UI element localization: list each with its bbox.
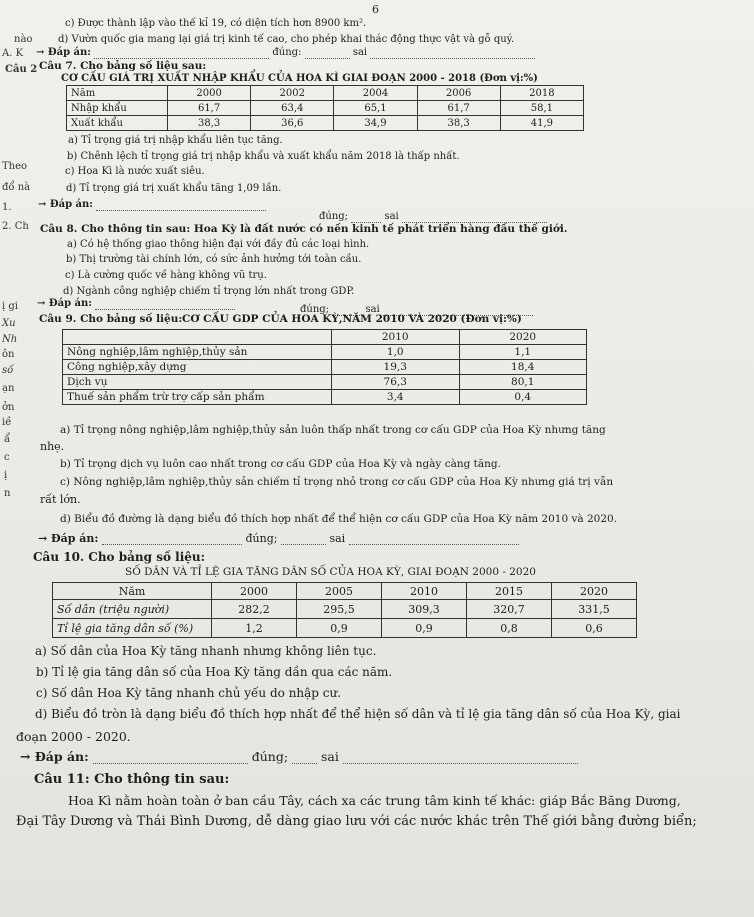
table-row [63,375,587,390]
sai-label: sai [352,47,368,58]
q10-option-b: b) Tỉ lệ gia tăng dân số của Hoa Kỳ tăng dần qua các năm. [36,665,393,679]
table-row [67,86,584,101]
answer-label: → Đáp án: [37,298,92,309]
sai-label: sai [365,304,380,315]
table-cell: 331,5 [552,600,637,619]
q7-option-a: a) Tỉ trọng giá trị nhập khẩu liên tục tăng. [68,135,283,146]
table-cell: 0,8 [467,619,552,638]
margin-fragment: số [2,365,14,376]
table-cell: 1,1 [459,345,587,360]
q9-table [62,329,587,405]
q10-option-d-cont: đoạn 2000 - 2020. [16,729,131,744]
q10-table-title: SỐ DÂN VÀ TỈ LỆ GIA TĂNG DÂN SỐ CỦA HOA KỲ, GIAI ĐOẠN 2000 - 2020 [125,566,536,578]
table-cell: 2015 [467,583,552,600]
table-cell: 2006 [417,86,500,101]
margin-fragment: ị [4,470,8,481]
q6-answer-line [36,46,535,59]
table-row [63,360,587,375]
margin-fragment: c [4,452,10,463]
table-cell: Dịch vụ [63,375,332,390]
table-row [67,101,584,116]
q9-option-c: c) Nông nghiệp,lâm nghiệp,thủy sản chiếm tỉ trọng nhỏ trong cơ cấu GDP của Hoa Kỳ nhưng giá trị vẫn [60,476,614,488]
answer-label: → Đáp án: [20,749,89,764]
sai-label: sai [384,211,399,222]
table-cell: Năm [67,86,168,101]
dung-blank[interactable] [281,534,326,545]
table-cell: Số dân (triệu người) [53,600,212,619]
q6-option-c: c) Được thành lập vào thế kỉ 19, có diện tích hơn 8900 km². [65,18,367,29]
margin-fragment: n [4,488,11,499]
table-cell: 282,2 [212,600,297,619]
dung-label: đúng: [272,47,302,58]
table-row [53,583,637,600]
table-cell: 1,0 [332,345,460,360]
q9-option-a-cont: nhẹ. [40,440,65,453]
table-cell: 2004 [334,86,417,101]
table-cell: Nông nghiệp,lâm nghiệp,thủy sản [63,345,332,360]
table-cell: 38,3 [168,116,251,131]
table-cell: 0,6 [552,619,637,638]
q8-option-b: b) Thị trường tài chính lớn, có sức ảnh hưởng tới toàn cầu. [66,254,362,265]
table-cell: 320,7 [467,600,552,619]
q8-answer-line [37,297,235,310]
table-cell: 18,4 [459,360,587,375]
sai-blank[interactable] [349,534,519,545]
q10-option-a: a) Số dân của Hoa Kỳ tăng nhanh nhưng không liên tục. [35,644,377,658]
table-cell: 61,7 [168,101,251,116]
table-row [63,390,587,405]
margin-fragment: ị gi [2,301,18,312]
margin-fragment: Theo [2,161,28,172]
margin-fragment: 2. Ch [2,221,29,232]
table-cell: 2020 [552,583,637,600]
margin-fragment: Xu [2,318,16,329]
answer-blank[interactable] [95,299,235,310]
margin-fragment: A. K [2,48,24,59]
answer-label: → Đáp án: [38,532,99,545]
table-cell: 2018 [500,86,583,101]
q11-line-2: Đại Tây Dương và Thái Bình Dương, dễ dàng giao lưu với các nước khác trên Thế giới bằng đường biển; [16,814,697,829]
table-row [67,116,584,131]
q9-option-c-cont: rất lớn. [40,493,81,506]
table-cell: 58,1 [500,101,583,116]
q10-option-c: c) Số dân Hoa Kỳ tăng nhanh chủ yếu do nhập cư. [36,686,342,700]
q11-title: Câu 11: Cho thông tin sau: [34,772,230,787]
answer-blank[interactable] [96,200,266,211]
table-cell: 1,2 [212,619,297,638]
q7-option-c: c) Hoa Kì là nước xuất siêu. [65,166,205,177]
q10-answer-line [20,749,578,764]
page-number: 6 [372,3,379,16]
answer-label: → Đáp án: [36,47,91,58]
q7-option-b: b) Chênh lệch tỉ trọng giá trị nhập khẩu và xuất khẩu năm 2018 là thấp nhất. [67,151,460,162]
sai-blank[interactable] [370,48,535,59]
q7-answer-line-2 [319,210,547,223]
table-cell: Công nghiệp,xây dựng [63,360,332,375]
q8-option-d: d) Ngành công nghiệp chiếm tỉ trọng lớn nhất trong GDP. [63,286,355,297]
q9-answer-line [38,532,519,545]
margin-fragment: ởn [2,402,15,413]
dung-label: đúng; [245,532,278,545]
margin-fragment: Câu 2 [5,64,38,75]
answer-label: → Đáp án: [38,199,93,210]
table-cell: 36,6 [251,116,334,131]
table-cell: 2010 [382,583,467,600]
q9-option-a: a) Tỉ trọng nông nghiệp,lâm nghiệp,thủy sản luôn thấp nhất trong cơ cấu GDP của Hoa Kỳ nhưng tăng [60,424,606,436]
table-row [63,345,587,360]
q9-option-d: d) Biểu đồ đường là dạng biểu đồ thích hợp nhất để thể hiện cơ cấu GDP của Hoa Kỳ năm 2010 và 2020. [60,513,618,525]
dung-label: đúng; [300,304,330,315]
q10-option-d: d) Biểu đồ tròn là dạng biểu đồ thích hợp nhất để thể hiện số dân và tỉ lệ gia tăng dân số của Hoa Kỳ, giai [35,707,681,721]
q7-title: Câu 7. Cho bảng số liệu sau: [39,60,207,72]
table-cell [63,330,332,345]
table-cell: 295,5 [297,600,382,619]
margin-fragment: nào [14,34,33,45]
table-cell: 2005 [297,583,382,600]
answer-blank[interactable] [94,48,269,59]
sai-blank[interactable] [402,212,547,223]
q6-option-d: d) Vườn quốc gia mang lại giá trị kinh tế cao, cho phép khai thác động thực vật và gỗ quý. [58,34,515,45]
table-cell: 19,3 [332,360,460,375]
dung-label: đúng; [251,749,289,764]
margin-fragment: iề [2,417,12,428]
table-cell: 80,1 [459,375,587,390]
q11-line-1: Hoa Kì nằm hoàn toàn ở ban cầu Tây, cách xa các trung tâm kinh tế khác: giáp Bắc Băng Dương, [68,793,681,808]
margin-fragment: ẩ [4,434,11,445]
table-cell: 3,4 [332,390,460,405]
margin-fragment: 1. [2,202,12,213]
table-row [53,619,637,638]
table-cell: 76,3 [332,375,460,390]
table-row [53,600,637,619]
dung-blank[interactable] [351,212,381,223]
sai-blank[interactable] [343,753,578,764]
table-cell: 2002 [251,86,334,101]
q9-option-b: b) Tỉ trọng dịch vụ luôn cao nhất trong cơ cấu GDP của Hoa Kỳ và ngày càng tăng. [60,458,501,470]
table-cell: Xuất khẩu [67,116,168,131]
margin-fragment: ạn [2,383,15,394]
table-cell: 0,9 [297,619,382,638]
table-row [63,330,587,345]
table-cell: Năm [53,583,212,600]
table-cell: Nhập khẩu [67,101,168,116]
q10-title: Câu 10. Cho bảng số liệu: [33,550,206,564]
table-cell: 0,9 [382,619,467,638]
answer-blank[interactable] [102,534,242,545]
table-cell: 61,7 [417,101,500,116]
q9-table-title: CƠ CẤU GDP CỦA HOA KỲ,NĂM 2010 VÀ 2020 (Đơn vị:%) [182,313,522,325]
q10-table [52,582,637,638]
table-cell: Tỉ lệ gia tăng dân số (%) [53,619,212,638]
q7-option-d: d) Tỉ trọng giá trị xuất khẩu tăng 1,09 lần. [66,183,282,194]
table-cell: 2020 [459,330,587,345]
table-cell: 63,4 [251,101,334,116]
answer-blank[interactable] [93,753,248,764]
table-cell: Thuế sản phẩm trừ trợ cấp sản phẩm [63,390,332,405]
margin-fragment: ôn [2,349,15,360]
sai-label: sai [321,749,339,764]
q7-table [66,85,584,131]
table-cell: 41,9 [500,116,583,131]
dung-blank[interactable] [292,753,317,764]
q8-option-a: a) Có hệ thống giao thông hiện đại với đầy đủ các loại hình. [67,239,370,250]
table-cell: 38,3 [417,116,500,131]
dung-blank[interactable] [305,48,350,59]
table-cell: 309,3 [382,600,467,619]
dung-label: đúng; [319,211,349,222]
margin-fragment: Nh [2,334,18,345]
q8-title: Câu 8. Cho thông tin sau: Hoa Kỳ là đất nước có nền kinh tế phát triển hàng đầu thế giới. [40,223,568,235]
table-cell: 2000 [212,583,297,600]
table-cell: 0,4 [459,390,587,405]
table-cell: 2010 [332,330,460,345]
q7-table-title: CƠ CẤU GIÁ TRỊ XUẤT NHẬP KHẨU CỦA HOA KÌ GIAI ĐOẠN 2000 - 2018 (Đơn vị:%) [61,73,538,84]
table-cell: 65,1 [334,101,417,116]
margin-fragment: đổ nà [2,182,31,193]
table-cell: 2000 [168,86,251,101]
q7-answer-line [38,198,266,211]
q9-title: Câu 9. Cho bảng số liệu: [39,313,183,325]
table-cell: 34,9 [334,116,417,131]
sai-label: sai [329,532,346,545]
q8-option-c: c) Là cường quốc về hàng không vũ trụ. [65,270,267,281]
